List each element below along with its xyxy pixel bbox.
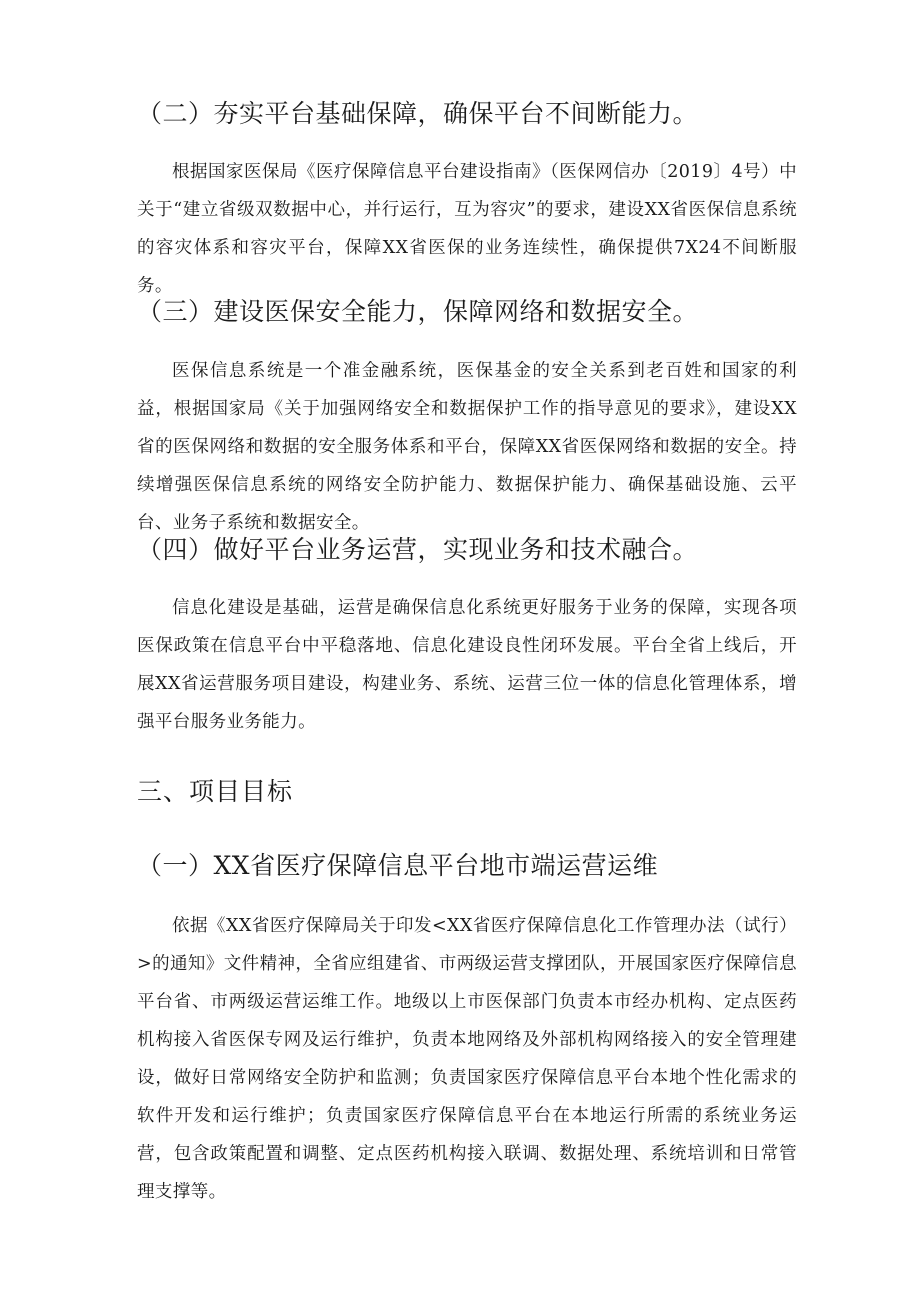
chapter-title: 三、项目目标: [137, 777, 294, 806]
section-paragraph-4: 信息化建设是基础，运营是确保信息化系统更好服务于业务的保障，实现各项医保政策在信息平台中平稳落地、信息化建设良性闭环发展。平台全省上线后，开展XX省运营服务项目建设，构建业务、系统、运营三位一体的信息化管理体系，增强平台服务业务能力。: [137, 598, 797, 732]
section-heading-2: （二）夯实平台基础保障，确保平台不间断能力。: [137, 99, 699, 128]
section-paragraph-3: 医保信息系统是一个准金融系统，医保基金的安全关系到老百姓和国家的利益，根据国家局《关于加强网络安全和数据保护工作的指导意见的要求》，建设XX省的医保网络和数据的安全服务体系和平台，保障XX省医保网络和数据的安全。持续增强医保信息系统的网络安全防护能力、数据保护能力、确保基础设施、云平台、业务子系统和数据安全。: [137, 361, 797, 533]
subsection-paragraph-1: 依据《XX省医疗保障局关于印发<XX省医疗保障信息化工作管理办法（试行）>的通知》文件精神，全省应组建省、市两级运营支撑团队，开展国家医疗保障信息平台省、市两级运营运维工作。地级以上市医保部门负责本市经办机构、定点医药机构接入省医保专网及运行维护，负责本地网络及外部机构网络接入的安全管理建设，做好日常网络安全防护和监测；负责国家医疗保障信息平台本地个性化需求的软件开发和运行维护；负责国家医疗保障信息平台在本地运行所需的系统业务运营，包含政策配置和调整、定点医药机构接入联调、数据处理、系统培训和日常管理支撑等。: [137, 916, 797, 1202]
section-heading-3: （三）建设医保安全能力，保障网络和数据安全。: [137, 297, 699, 326]
section-paragraph-2: 根据国家医保局《医疗保障信息平台建设指南》（医保网信办〔2019〕4号）中关于“建立省级双数据中心，并行运行，互为容灾”的要求，建设XX省医保信息系统的容灾体系和容灾平台，保障XX省医保的业务连续性，确保提供7X24不间断服务。: [137, 162, 797, 296]
section-heading-4: （四）做好平台业务运营，实现业务和技术融合。: [137, 535, 699, 564]
subsection-heading-1: （一）XX省医疗保障信息平台地市端运营运维: [137, 851, 659, 880]
